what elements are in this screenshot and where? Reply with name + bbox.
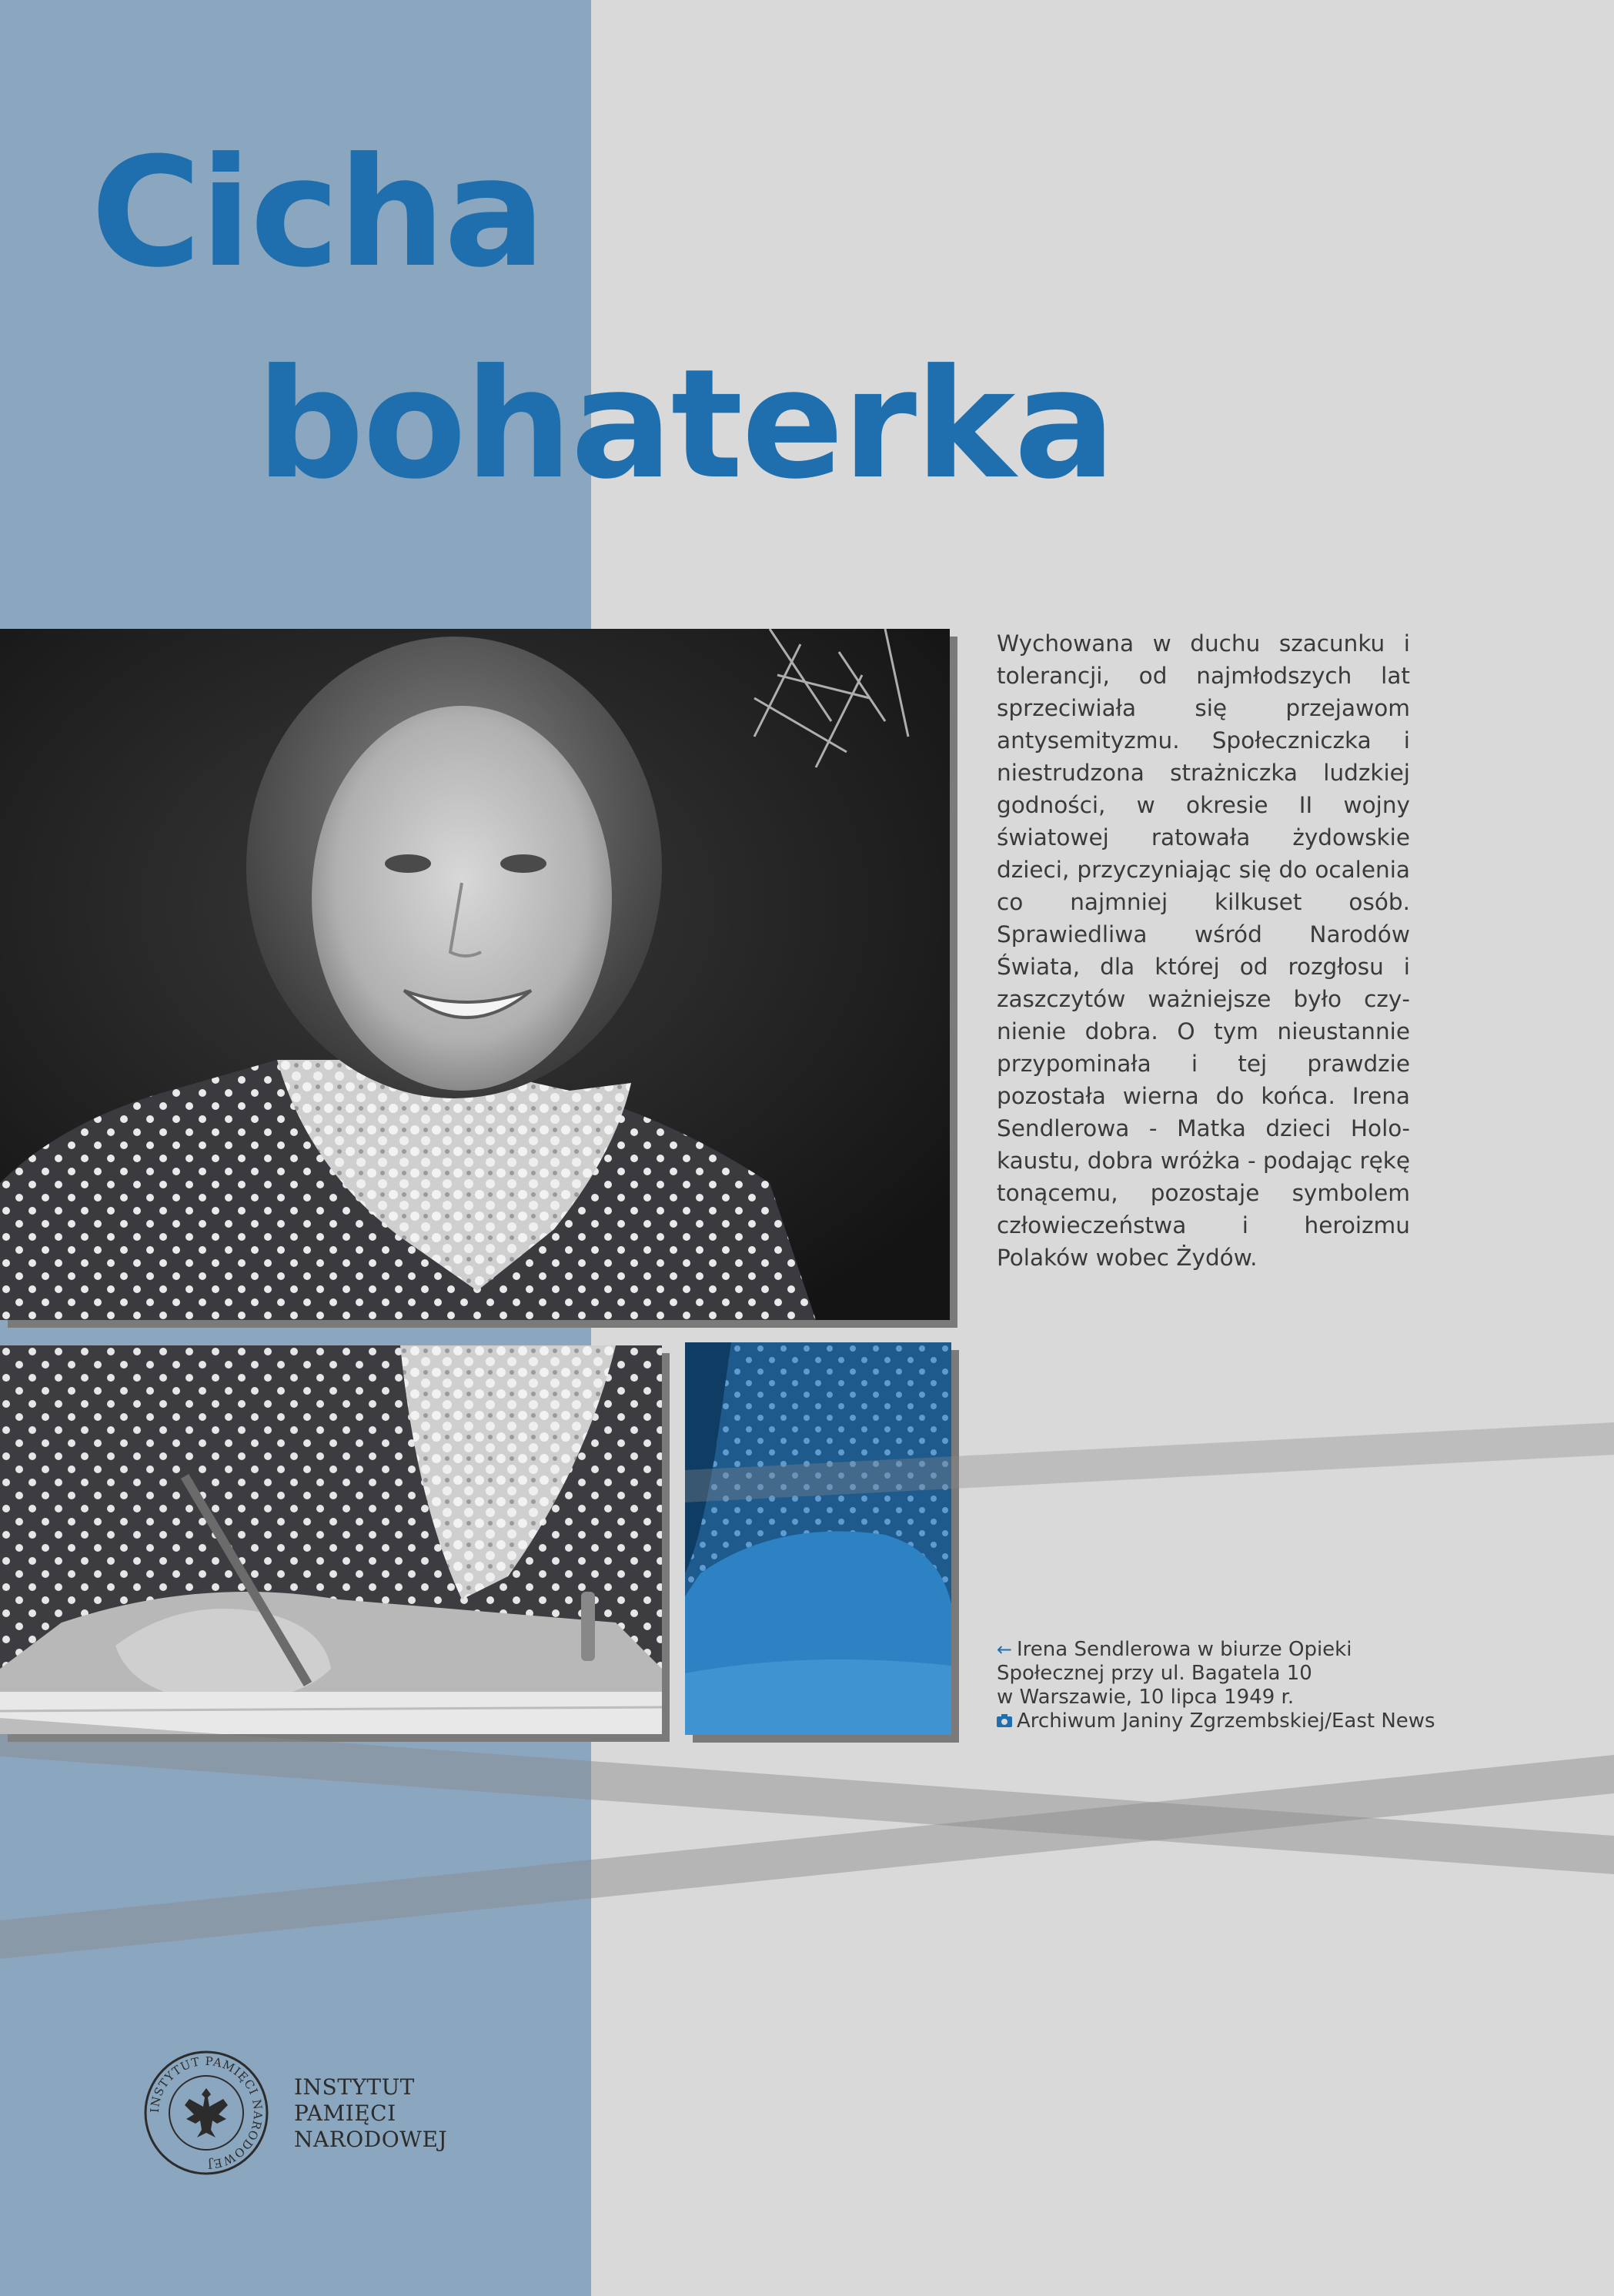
ipn-wordmark <box>294 2074 447 2153</box>
caption-line-2: Społecznej przy ul. Bagatela 10 <box>997 1662 1312 1685</box>
logo-line-1: INSTYTUT <box>294 2074 415 2100</box>
title-line-2: bohaterka <box>256 337 1114 513</box>
caption-line-3: w Warszawie, 10 lipca 1949 r. <box>997 1686 1295 1709</box>
camera-icon <box>997 1709 1017 1733</box>
photo-caption <box>997 1638 1489 1733</box>
portrait-photo <box>0 629 950 1320</box>
writing-photo <box>0 1345 662 1734</box>
seal-text: INSTYTUT PAMIĘCI NARODOWEJ <box>147 2054 266 2172</box>
poster-title <box>91 108 1114 531</box>
logo-line-3: NARODOWEJ <box>294 2127 448 2152</box>
ipn-seal-logo <box>143 2050 269 2176</box>
arrow-left-icon: ← <box>997 1639 1013 1660</box>
blue-detail-photo <box>685 1342 951 1735</box>
title-line-1: Cicha <box>91 125 545 301</box>
logo-line-2: PAMIĘCI <box>294 2100 396 2126</box>
caption-line-1: Irena Sendlerowa w biurze Opieki <box>1017 1638 1352 1661</box>
photo-credit: Archiwum Janiny Zgrzembskiej/East News <box>1017 1709 1435 1733</box>
body-paragraph: Wychowana w duchu szacunku i tolerancji, od najmłodszych lat sprzeciwiała się przejawom antysemityzmu. Społeczniczka i niestrudzona strażniczka ludzkiej godności, w okresie II wojny światowej ratowała żydowskie dzieci, przyczyniając się do ocalenia co najmniej kilkuset osób. Sprawiedliwa wśród Narodów Świata, dla której od rozgłosu i zaszczytów ważniejsze było czynienie dobra. O tym nieustannie przypominała i tej prawdzie pozostała wierna do końca. Irena Sendlerowa - Matka dzieci Holokaustu, dobra wróżka - podając rękę tonącemu, pozostaje symbolem człowieczeństwa i heroizmu Polaków wobec Żydów. <box>997 630 1410 1271</box>
eagle-icon <box>185 2088 228 2137</box>
